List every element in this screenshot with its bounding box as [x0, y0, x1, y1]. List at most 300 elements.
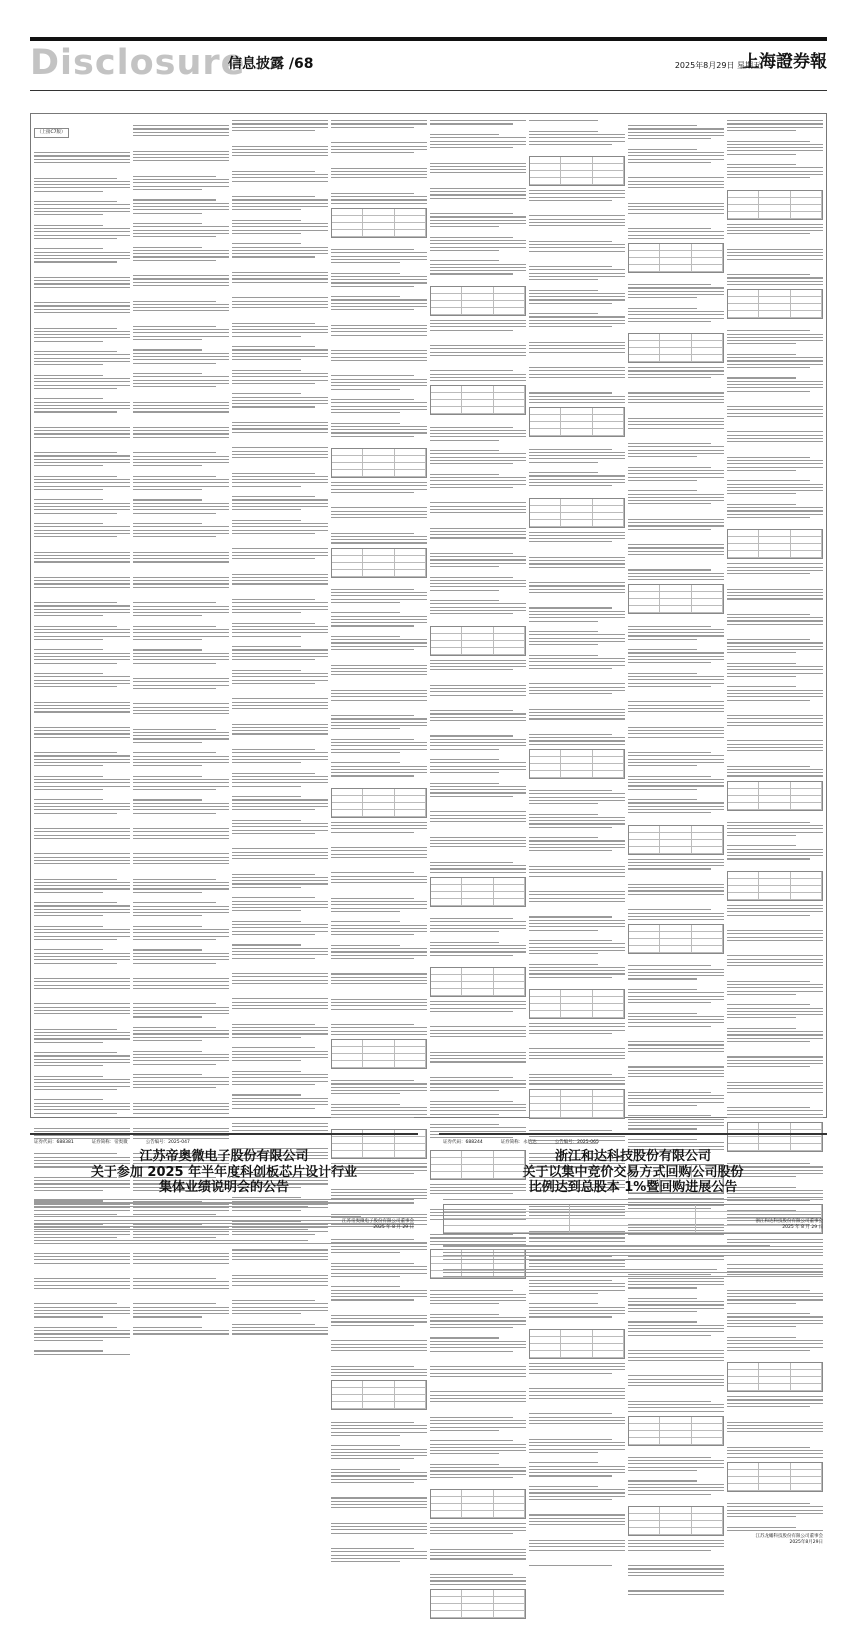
text-line	[133, 326, 216, 327]
text-line	[133, 792, 229, 797]
text-line	[430, 1307, 526, 1312]
text-line	[34, 1029, 117, 1030]
text-line	[628, 1287, 697, 1288]
text-line	[34, 942, 130, 947]
text-line	[133, 268, 229, 273]
text-line	[529, 323, 625, 324]
text-line	[628, 1085, 724, 1090]
text-line	[430, 563, 526, 564]
text-line	[232, 376, 328, 377]
text-line	[331, 668, 427, 669]
text-line	[331, 242, 427, 247]
text-line	[34, 361, 130, 362]
text-line	[232, 1275, 328, 1276]
text-line	[34, 280, 130, 281]
text-line	[430, 250, 499, 251]
text-line	[529, 970, 625, 971]
text-line	[331, 517, 427, 518]
text-line	[628, 221, 724, 226]
continuation-tag: （上接C7版）	[34, 128, 69, 138]
text-line	[34, 489, 103, 490]
table	[628, 1506, 724, 1536]
text-line	[529, 916, 612, 917]
table	[331, 788, 427, 818]
text-line	[628, 544, 724, 545]
text-line	[331, 1273, 427, 1274]
text-line	[34, 860, 130, 861]
text-line	[628, 1284, 724, 1285]
table	[430, 385, 526, 415]
text-line	[529, 1543, 625, 1544]
text-line	[34, 1052, 117, 1053]
text-line	[133, 729, 216, 730]
text-line	[430, 688, 526, 689]
announcement-meta	[443, 1139, 599, 1145]
text-line	[628, 287, 724, 288]
text-line	[727, 1313, 810, 1314]
text-line	[133, 304, 229, 305]
text-line	[232, 659, 315, 660]
text-line	[331, 1432, 427, 1433]
text-line	[628, 1575, 724, 1576]
text-line	[34, 1240, 308, 1241]
text-line	[430, 1420, 526, 1421]
text-line	[133, 765, 202, 766]
text-line	[430, 477, 526, 478]
text-line	[34, 544, 130, 549]
text-line	[34, 1109, 130, 1110]
text-line	[529, 840, 625, 841]
text-line	[628, 1546, 724, 1547]
text-line	[133, 828, 229, 829]
text-line	[34, 462, 130, 463]
text-line	[232, 636, 301, 637]
text-line	[133, 1051, 202, 1052]
text-line	[529, 1026, 625, 1027]
text-line	[232, 1116, 328, 1121]
text-line	[133, 678, 229, 679]
text-line	[529, 783, 625, 788]
text-line	[430, 600, 499, 601]
text-line	[331, 350, 427, 351]
text-line	[331, 286, 414, 287]
text-line	[232, 698, 328, 699]
text-line	[430, 566, 499, 567]
text-line	[430, 669, 513, 670]
text-line	[232, 1281, 328, 1282]
table	[529, 1329, 625, 1359]
text-line	[133, 1007, 229, 1008]
text-line	[331, 382, 427, 383]
text-line	[133, 860, 229, 861]
text-line	[232, 958, 315, 959]
text-line	[430, 1093, 526, 1098]
text-line	[727, 133, 823, 138]
text-line	[34, 378, 130, 379]
text-line	[133, 1060, 229, 1061]
text-line	[443, 1249, 823, 1250]
text-line	[34, 337, 130, 338]
text-line	[628, 679, 724, 680]
text-line	[331, 1428, 427, 1429]
text-line	[443, 1238, 823, 1243]
text-line	[628, 809, 724, 810]
text-line	[529, 712, 625, 713]
text-line	[133, 929, 229, 930]
text-line	[529, 950, 625, 951]
text-line	[232, 855, 328, 856]
text-line	[133, 189, 202, 190]
text-line	[232, 370, 301, 371]
issue-date: 2025年8月29日 星期五	[674, 61, 761, 70]
text-line	[430, 484, 526, 485]
text-line	[133, 882, 229, 883]
text-line	[430, 717, 526, 718]
text-line	[331, 525, 427, 530]
text-line	[628, 1497, 724, 1502]
text-line	[133, 1278, 216, 1279]
text-line	[133, 609, 229, 610]
text-line	[430, 928, 526, 929]
text-line	[628, 1034, 724, 1039]
text-line	[133, 1285, 229, 1286]
text-line	[133, 558, 229, 559]
text-line	[232, 583, 328, 584]
text-line	[34, 932, 130, 933]
text-line	[34, 626, 117, 627]
text-line	[529, 977, 612, 978]
text-line	[430, 1457, 526, 1462]
text-line	[727, 962, 823, 963]
text-line	[727, 1510, 823, 1511]
text-line	[133, 332, 229, 333]
text-line	[331, 507, 427, 508]
text-line	[232, 852, 328, 853]
text-line	[232, 432, 328, 433]
text-line	[628, 446, 724, 447]
text-line	[628, 785, 724, 786]
text-line	[727, 984, 823, 985]
text-line	[34, 912, 130, 913]
text-line	[430, 1567, 526, 1572]
text-line	[133, 523, 202, 524]
text-line	[133, 1253, 229, 1254]
text-line	[529, 1234, 625, 1235]
text-line	[430, 843, 526, 844]
text-line	[727, 504, 796, 505]
text-line	[34, 612, 130, 613]
text-line	[628, 1473, 724, 1478]
text-line	[430, 958, 526, 963]
text-line	[727, 693, 823, 694]
text-line	[232, 806, 328, 807]
text-line	[430, 326, 526, 327]
text-line	[34, 1010, 130, 1011]
text-line	[430, 735, 513, 736]
text-line	[430, 1474, 526, 1475]
text-line	[133, 1327, 202, 1328]
page-header	[30, 44, 827, 84]
text-line	[430, 1351, 513, 1352]
text-line	[529, 538, 625, 539]
text-line	[133, 206, 229, 207]
text-line	[331, 1438, 427, 1443]
text-line	[628, 1568, 724, 1569]
text-line	[133, 835, 229, 836]
text-line	[133, 595, 229, 600]
text-line	[331, 135, 427, 140]
text-line	[628, 649, 697, 650]
text-line	[133, 838, 229, 839]
text-line	[232, 799, 328, 800]
text-line	[331, 1469, 400, 1470]
text-line	[34, 988, 130, 989]
text-line	[133, 671, 229, 676]
table	[628, 924, 724, 954]
text-line	[628, 170, 724, 175]
text-line	[529, 631, 598, 632]
text-line	[727, 164, 796, 165]
text-line	[133, 199, 216, 200]
text-line	[232, 823, 328, 824]
text-line	[331, 762, 400, 763]
text-line	[430, 474, 499, 475]
text-line	[628, 450, 724, 451]
text-line	[232, 272, 328, 273]
text-line	[727, 1316, 823, 1317]
text-line	[331, 1104, 400, 1105]
text-line	[628, 1102, 724, 1103]
text-line	[430, 703, 526, 708]
text-line	[628, 705, 724, 706]
text-line	[430, 742, 526, 743]
text-line	[628, 1278, 724, 1279]
text-line	[133, 459, 229, 460]
text-line	[232, 541, 328, 546]
text-line	[232, 454, 328, 455]
text-line	[727, 1503, 810, 1504]
text-line	[34, 981, 130, 982]
text-line	[529, 1489, 625, 1490]
text-line	[529, 1558, 625, 1563]
text-line	[430, 1391, 526, 1392]
text-line	[628, 370, 724, 371]
text-line	[34, 526, 130, 527]
text-line	[133, 509, 229, 510]
text-line	[529, 1066, 625, 1071]
text-line	[628, 324, 724, 329]
text-line	[430, 1344, 526, 1345]
text-line	[529, 335, 625, 340]
text-line	[727, 669, 823, 670]
text-line	[331, 1239, 414, 1240]
text-line	[133, 786, 229, 787]
text-line	[331, 828, 427, 829]
text-line	[232, 742, 328, 747]
text-line	[529, 1524, 625, 1525]
text-line	[529, 1286, 625, 1287]
text-line	[133, 223, 202, 224]
text-line	[331, 599, 427, 600]
text-line	[232, 332, 328, 333]
text-line	[232, 548, 328, 549]
text-line	[34, 320, 130, 325]
text-line	[133, 906, 229, 907]
text-line	[331, 602, 400, 603]
text-line	[232, 1060, 301, 1061]
text-line	[529, 793, 625, 794]
text-line	[133, 953, 229, 954]
text-line	[727, 852, 823, 853]
text-line	[628, 1314, 724, 1319]
text-line	[430, 865, 526, 866]
text-line	[331, 1269, 427, 1270]
text-line	[331, 353, 427, 354]
text-line	[727, 330, 810, 331]
text-line	[529, 621, 598, 622]
text-line	[34, 277, 130, 278]
text-line	[628, 125, 697, 126]
text-line	[34, 963, 117, 964]
text-line	[34, 929, 130, 930]
text-line	[331, 357, 427, 358]
text-line	[628, 701, 724, 702]
text-line	[232, 887, 301, 888]
text-line	[34, 595, 130, 600]
text-line	[727, 991, 823, 992]
text-line	[232, 526, 328, 527]
text-line	[232, 1064, 328, 1069]
text-line	[331, 306, 427, 307]
text-line	[34, 879, 117, 880]
text-line	[727, 480, 810, 481]
text-line	[628, 1098, 724, 1099]
text-line	[529, 1432, 625, 1437]
text-line	[529, 1533, 625, 1538]
text-line	[34, 779, 130, 780]
text-line	[628, 1411, 724, 1412]
text-line	[628, 196, 724, 201]
text-line	[331, 409, 427, 410]
text-line	[331, 335, 427, 336]
text-line	[331, 1445, 400, 1446]
text-line	[232, 980, 328, 981]
text-line	[727, 1011, 823, 1012]
text-line	[232, 973, 328, 974]
text-line	[628, 642, 724, 647]
text-line	[34, 733, 130, 734]
text-line	[232, 1094, 301, 1095]
text-line	[34, 255, 130, 256]
text-line	[529, 718, 625, 719]
text-line	[628, 958, 724, 963]
text-line	[430, 495, 526, 500]
text-line	[34, 711, 130, 712]
text-line	[331, 908, 427, 909]
text-line	[430, 1001, 526, 1002]
text-line	[628, 1379, 724, 1380]
text-line	[727, 1049, 823, 1054]
text-line	[430, 528, 526, 529]
text-line	[430, 1376, 526, 1377]
text-line	[529, 1439, 612, 1440]
text-line	[430, 931, 499, 932]
text-line	[628, 1558, 724, 1563]
text-line	[430, 1101, 513, 1102]
text-line	[529, 709, 625, 710]
text-line	[133, 988, 229, 989]
text-line	[232, 326, 328, 327]
text-line	[331, 1558, 427, 1559]
text-line	[628, 1119, 724, 1120]
text-line	[232, 1316, 328, 1321]
text-line	[628, 1565, 724, 1566]
text-line	[331, 725, 427, 726]
text-line	[430, 660, 526, 661]
text-line	[232, 1333, 328, 1334]
text-line	[727, 334, 823, 335]
text-line	[628, 686, 711, 687]
text-line	[34, 1340, 103, 1341]
company-name: 江苏帝奥微电子股份有限公司	[139, 1149, 309, 1164]
text-line	[430, 433, 526, 434]
text-line	[430, 430, 526, 431]
text-line	[727, 384, 823, 385]
text-line	[34, 953, 130, 954]
text-line	[232, 189, 328, 194]
text-line	[628, 806, 724, 807]
text-line	[727, 649, 823, 650]
text-line	[727, 937, 823, 938]
text-line	[34, 341, 103, 342]
text-line	[529, 701, 625, 706]
text-line	[232, 1310, 328, 1311]
text-line	[727, 1519, 823, 1524]
text-line	[430, 1011, 513, 1012]
text-line	[331, 766, 427, 767]
text-line	[232, 213, 328, 218]
text-line	[232, 683, 315, 684]
text-line	[529, 827, 612, 828]
text-line	[331, 1504, 427, 1505]
text-line	[133, 806, 229, 807]
text-line	[133, 639, 202, 640]
text-line	[727, 1406, 810, 1407]
text-line	[727, 224, 823, 225]
text-line	[34, 499, 103, 500]
text-line	[430, 440, 499, 441]
text-line	[133, 1057, 229, 1058]
text-line	[628, 913, 724, 914]
text-line	[529, 190, 625, 191]
text-line	[133, 445, 229, 450]
text-line	[232, 253, 328, 254]
text-line	[331, 1516, 427, 1521]
text-line	[529, 930, 598, 931]
text-line	[430, 320, 526, 321]
text-line	[430, 273, 513, 274]
text-line	[133, 1003, 216, 1004]
text-line	[232, 199, 328, 200]
text-line	[133, 1030, 229, 1031]
text-line	[529, 247, 625, 248]
text-line	[34, 615, 103, 616]
text-line	[529, 830, 625, 835]
text-line	[331, 368, 427, 373]
text-line	[331, 1497, 427, 1498]
text-line	[628, 456, 697, 457]
text-line	[529, 641, 625, 642]
